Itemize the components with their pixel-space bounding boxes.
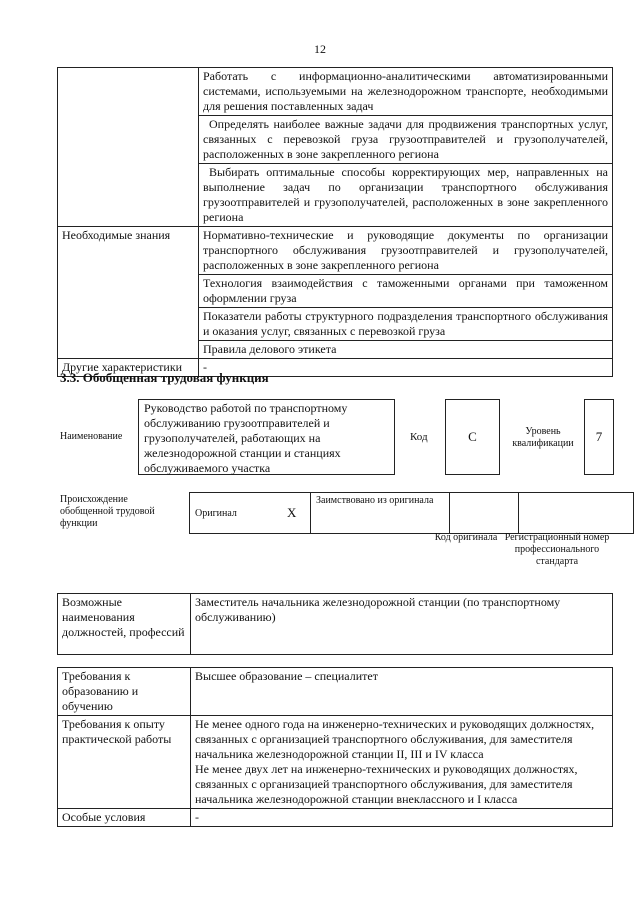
origin-label: Происхождение обобщенной трудовой функции <box>60 494 155 529</box>
code-original-cell <box>450 493 519 534</box>
origin-table <box>189 492 634 534</box>
knowledge-cell: Технология взаимодействия с таможенными органами при таможенном оформлении груза <box>199 275 613 308</box>
experience-value <box>191 716 613 809</box>
row-label-other: Другие характеристики <box>58 359 199 377</box>
special-conditions-label: Особые условия <box>58 809 191 827</box>
reg-number-label: Регистрационный номер профессионального стандарта <box>504 532 610 567</box>
original-label: Оригинал <box>190 493 283 534</box>
section-heading: 3.3. Обобщенная трудовая функция <box>60 370 269 385</box>
code-label: Код <box>410 431 428 443</box>
education-value: Высшее образование – специалитет <box>191 668 613 716</box>
table-row <box>58 716 613 809</box>
function-name-box: Руководство работой по транспортному обслуживанию грузоотправителей и грузополучателей, работающих на железнодорожной станции и станциях обслуживаемого участка <box>138 399 395 475</box>
skills-knowledge-table <box>57 67 613 377</box>
table-row <box>58 68 613 116</box>
other-cell: - <box>199 359 613 377</box>
level-label: Уровень квалификации <box>512 426 574 449</box>
positions-value: Заместитель начальника железнодорожной станции (по транспортному обслуживанию) <box>191 594 613 655</box>
table-row <box>190 493 634 534</box>
page-number: 12 <box>314 42 326 56</box>
borrowed-label: Заимствовано из оригинала <box>311 493 450 534</box>
original-mark: X <box>282 493 311 534</box>
code-box: C <box>445 399 500 475</box>
knowledge-cell: Правила делового этикета <box>199 341 613 359</box>
education-label: Требования к образованию и обучению <box>58 668 191 716</box>
positions-table <box>57 593 613 655</box>
code-original-label: Код оригинала <box>434 532 498 543</box>
level-box: 7 <box>584 399 614 475</box>
row-label-knowledge: Необходимые знания <box>58 227 199 359</box>
knowledge-cell: Показатели работы структурного подразделения транспортного обслуживания и оказания услуг, связанных с перевозкой груза <box>199 308 613 341</box>
knowledge-cell: Нормативно-технические и руководящие документы по организации транспортного обслуживания грузоотправителей и грузополучателей, расположенных в зоне закрепленного региона <box>199 227 613 275</box>
table-row <box>58 668 613 716</box>
experience-label: Требования к опыту практической работы <box>58 716 191 809</box>
table-row <box>58 594 613 655</box>
row-label <box>58 68 199 227</box>
table-row <box>58 809 613 827</box>
experience-line: Не менее одного года на инженерно-технических и руководящих должностях, связанных с организацией транспортного обслуживания, для заместителя начальника железнодорожной станции II, III и IV класса <box>195 717 595 761</box>
reg-number-cell <box>519 493 634 534</box>
experience-line: Не менее двух лет на инженерно-технических и руководящих должностях, связанных с организацией транспортного обслуживания, для заместителя начальника железнодорожной станции внеклассного и I класса <box>195 762 578 806</box>
table-row <box>58 227 613 275</box>
positions-label: Возможные наименования должностей, профессий <box>58 594 191 655</box>
skill-cell: Определять наиболее важные задачи для продвижения транспортных услуг, связанных с перевозкой груза грузоотправителей и грузополучателей, расположенных в зоне закрепленного региона <box>199 116 613 164</box>
skill-cell: Работать с информационно-аналитическими автоматизированными системами, используемыми на железнодорожном транспорте, необходимыми для решения поставленных задач <box>199 68 613 116</box>
skill-cell: Выбирать оптимальные способы корректирующих мер, направленных на выполнение задач по организации транспортного обслуживания грузоотправителей и грузополучателей, расположенных в зоне закрепленного региона <box>199 164 613 227</box>
requirements-table <box>57 667 613 827</box>
special-conditions-value: - <box>191 809 613 827</box>
name-label: Наименование <box>60 431 123 442</box>
